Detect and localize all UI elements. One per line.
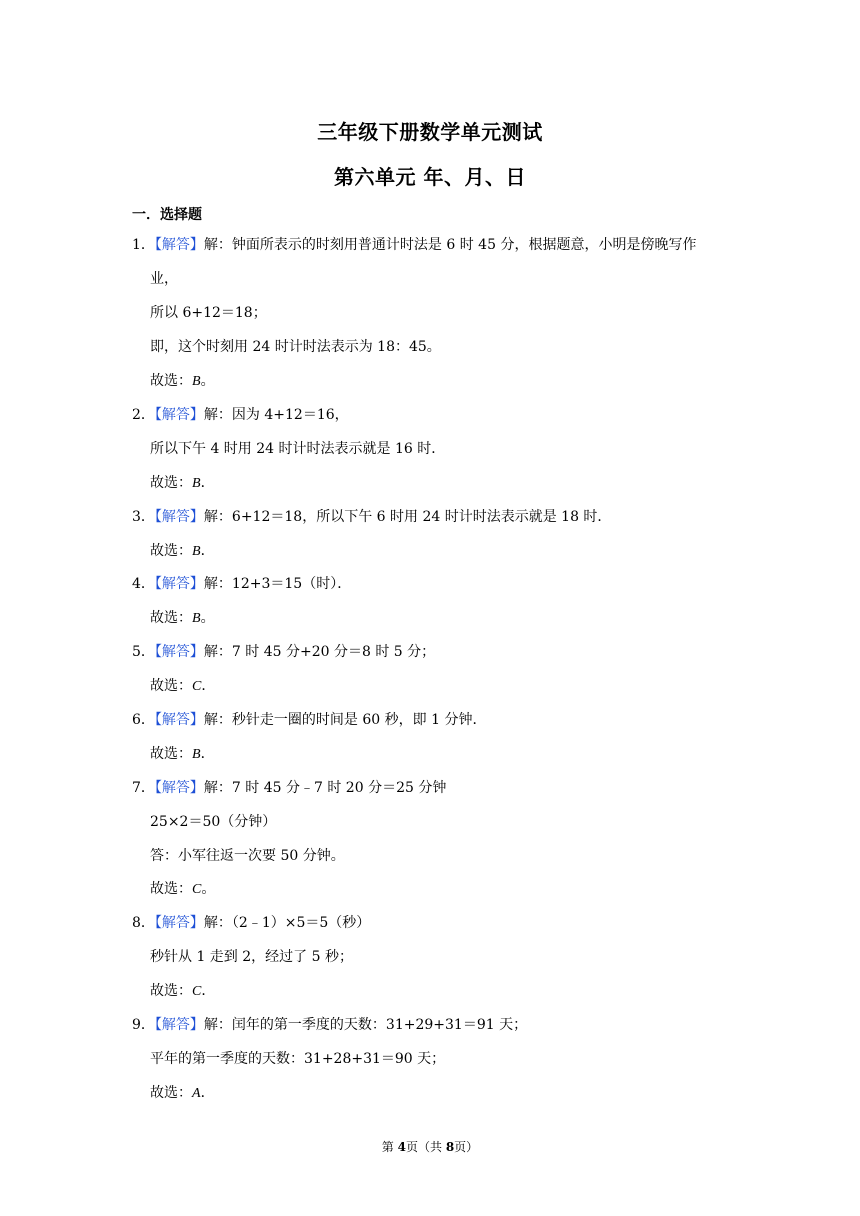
- solution-line: 秒针从 1 走到 2，经过了 5 秒；: [150, 949, 353, 965]
- question-number: 4．: [132, 576, 155, 592]
- answer-tag: 【解答】: [154, 1017, 204, 1033]
- question-number: 1．: [132, 237, 155, 253]
- solution-line: 即，这个时刻用 24 时计时法表示为 18：45。: [150, 339, 441, 355]
- answer-tag: 【解答】: [154, 712, 204, 728]
- solution-line: 解：钟面所表示的时刻用普通计时法是 6 时 45 分，根据题意，小明是傍晚写作: [203, 237, 697, 253]
- answer-choice: 故选：B．: [150, 475, 215, 491]
- answer-choice: 故选：B。: [150, 373, 215, 389]
- question-1: [132, 236, 696, 254]
- answer-choice: 故选：C。: [150, 881, 216, 897]
- answer-choice: 故选：B。: [150, 610, 215, 626]
- question-9: [132, 1016, 527, 1034]
- total-page-count: 8: [445, 1140, 455, 1154]
- solution-line: 业，: [150, 271, 178, 287]
- solution-line: 解：秒针走一圈的时间是 60 秒，即 1 分钟．: [203, 712, 487, 728]
- answer-choice: 故选：A．: [150, 1085, 215, 1101]
- question-number: 5．: [132, 644, 155, 660]
- question-number: 9．: [132, 1017, 155, 1033]
- answer-tag: 【解答】: [154, 576, 204, 592]
- document-subtitle: 第六单元 年、月、日: [334, 165, 526, 189]
- solution-line: 解：（2﹣1）×5＝5（秒）: [203, 915, 371, 931]
- answer-tag: 【解答】: [154, 407, 204, 423]
- solution-line: 所以下午 4 时用 24 时计时法表示就是 16 时．: [150, 441, 446, 457]
- solution-line: 解：7 时 45 分+20 分＝8 时 5 分；: [203, 644, 436, 660]
- solution-line: 平年的第一季度的天数：31+28+31＝90 天；: [150, 1051, 446, 1067]
- question-6: [132, 711, 486, 729]
- document-title: 三年级下册数学单元测试: [317, 120, 543, 144]
- question-3: [132, 508, 611, 526]
- question-4: [132, 575, 351, 593]
- question-5: [132, 643, 435, 661]
- question-number: 2．: [132, 407, 155, 423]
- solution-line: 答：小军往返一次要 50 分钟。: [150, 848, 345, 864]
- answer-tag: 【解答】: [154, 915, 204, 931]
- answer-choice: 故选：B．: [150, 543, 215, 559]
- question-8: [132, 914, 370, 932]
- solution-line: 解：6+12＝18，所以下午 6 时用 24 时计时法表示就是 18 时．: [203, 509, 612, 525]
- solution-line: 解：7 时 45 分﹣7 时 20 分＝25 分钟: [203, 780, 447, 796]
- solution-line: 解：因为 4+12＝16，: [203, 407, 349, 423]
- solution-line: 解：12+3＝15（时）．: [203, 576, 352, 592]
- answer-tag: 【解答】: [154, 780, 204, 796]
- question-7: [132, 779, 446, 797]
- current-page-number: 4: [397, 1140, 406, 1154]
- answer-tag: 【解答】: [154, 509, 204, 525]
- page-footer: 第 4页（共 8页）: [381, 1140, 479, 1154]
- question-number: 3．: [132, 509, 155, 525]
- solution-line: 25×2＝50（分钟）: [150, 814, 277, 830]
- answer-choice: 故选：C．: [150, 678, 216, 694]
- solution-line: 所以 6+12＝18；: [150, 305, 267, 321]
- question-number: 8．: [132, 915, 155, 931]
- question-number: 7．: [132, 780, 155, 796]
- section-heading: 一．选择题: [132, 207, 202, 223]
- answer-choice: 故选：B．: [150, 746, 215, 762]
- answer-tag: 【解答】: [154, 644, 204, 660]
- question-2: [132, 406, 349, 424]
- question-number: 6．: [132, 712, 155, 728]
- solution-line: 解：闰年的第一季度的天数：31+29+31＝91 天；: [203, 1017, 528, 1033]
- answer-tag: 【解答】: [154, 237, 204, 253]
- answer-choice: 故选：C．: [150, 983, 216, 999]
